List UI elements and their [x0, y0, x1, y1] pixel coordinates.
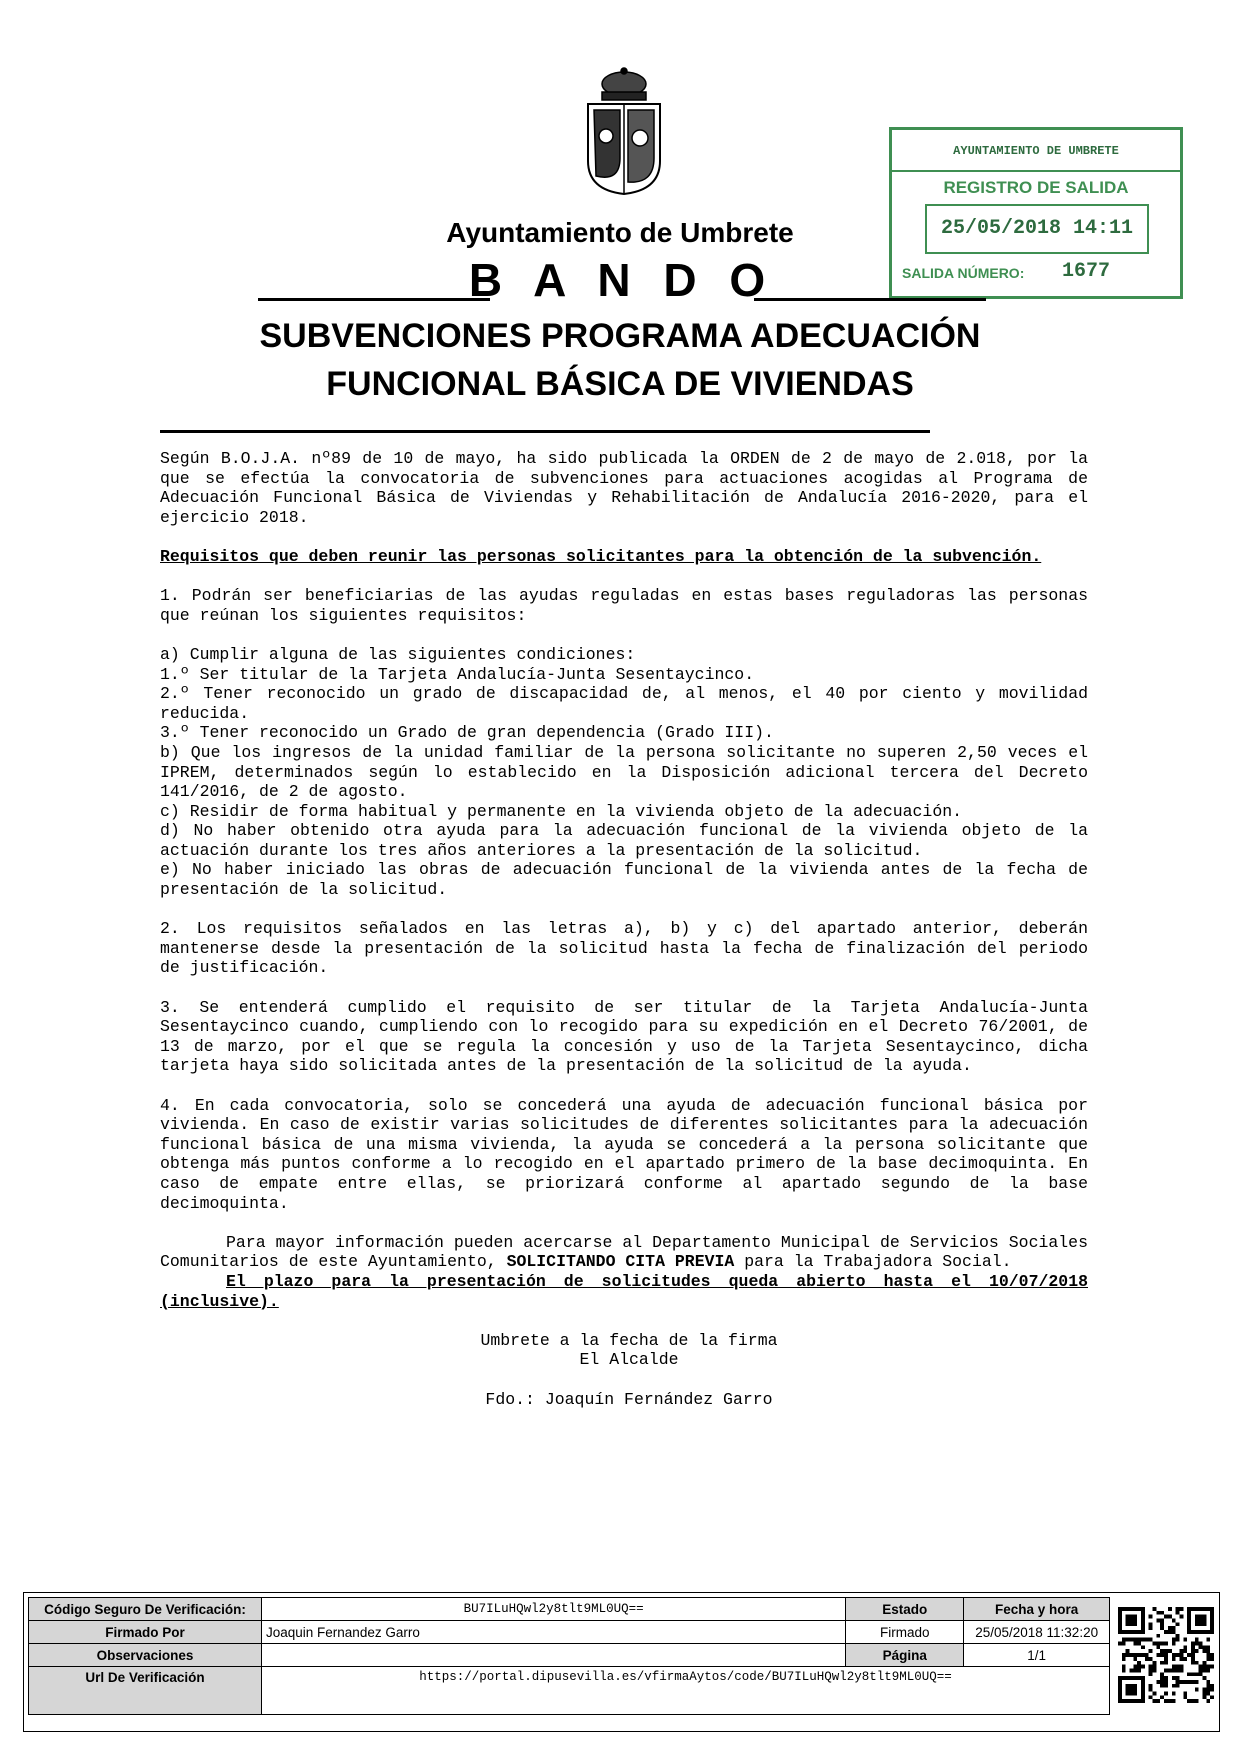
- signature-name: Fdo.: Joaquín Fernández Garro: [485, 1389, 773, 1409]
- condition-line: b) Que los ingresos de la unidad familiar de la persona solicitante no superen 2,50 veces el IPREM, determinados según lo establecido en la Disposición adicional tercera del Decreto 141/2016, de 2 de agosto.: [160, 742, 1088, 802]
- info-paragraph: [160, 1233, 1088, 1272]
- condition-line: a) Cumplir alguna de las siguientes condiciones:: [160, 644, 636, 664]
- requirement-4: 4. En cada convocatoria, solo se concederá una ayuda de adecuación funcional básica por vivienda. En caso de existir varias solicitudes de diferentes solicitantes para la adecuación funcional básica de una misma vivienda, la ayuda se concederá a la persona solicitante que obtenga más puntos conforme a lo recogido en el apartado primero de la base decimoquinta. En caso de empate entre ellas, se priorizará conforme al apartado segundo de la base decimoquinta.: [160, 1095, 1088, 1213]
- estado-label: Estado: [846, 1598, 964, 1621]
- requirements-heading: [160, 547, 1088, 567]
- condition-line: e) No haber iniciado las obras de adecuación funcional de la vivienda antes de la fecha de presentación de la solicitud.: [160, 860, 1088, 900]
- requirement-2: 2. Los requisitos señalados en las letras a), b) y c) del apartado anterior, deberán mantenerse desde la presentación de la solicitud hasta la fecha de finalización del periodo de justificación.: [160, 919, 1088, 978]
- condition-line: 3.º Tener reconocido un Grado de gran dependencia (Grado III).: [160, 723, 774, 743]
- info-text-post: para la Trabajadora Social.: [734, 1252, 1012, 1272]
- firmado-por-label: Firmado Por: [29, 1621, 262, 1644]
- pagina-label: Página: [846, 1644, 964, 1667]
- verification-url-link[interactable]: https://portal.dipusevilla.es/vfirmaAytos/code/BU7ILuHQwl2y8tlt9ML0UQ==: [262, 1667, 1110, 1715]
- document-title: [160, 312, 1080, 408]
- stamp-number-label: SALIDA NÚMERO:: [902, 265, 1025, 281]
- signature-block: [170, 1331, 1088, 1409]
- requirement-3: 3. Se entenderá cumplido el requisito de ser titular de la Tarjeta Andalucía-Junta Sesentaycinco cuando, cumpliendo con lo recogido para su expedición en el Decreto 76/2001, de 13 de marzo, por el que se regula la concesión y uso de la Tarjeta Sesentaycinco, dicha tarjeta haya sido solicitada antes de la presentación de la solicitud de la ayuda.: [160, 997, 1088, 1076]
- fecha-label: Fecha y hora: [964, 1598, 1110, 1621]
- organization-name: Ayuntamiento de Umbrete: [446, 217, 794, 248]
- condition-line: 2.º Tener reconocido un grado de discapacidad de, al menos, el 40 por ciento y movilidad reducida.: [160, 684, 1088, 723]
- requirement-1: 1. Podrán ser beneficiarias de las ayudas reguladas en estas bases reguladoras las personas que reúnan los siguientes requisitos:: [160, 586, 1088, 625]
- table-row: [29, 1644, 1110, 1667]
- requirements-heading-text: Requisitos que deben reunir las personas solicitantes para la obtención de la subvención.: [160, 546, 1042, 566]
- signature-role: El Alcalde: [579, 1350, 679, 1370]
- estado-value: Firmado: [846, 1621, 964, 1644]
- coat-of-arms-icon: [584, 66, 664, 196]
- stamp-divider: [892, 170, 1180, 172]
- observaciones-label: Observaciones: [29, 1644, 262, 1667]
- intro-paragraph: Según B.O.J.A. nº89 de 10 de mayo, ha sido publicada la ORDEN de 2 de mayo de 2.018, por la que se efectúa la convocatoria de subvenciones para actuaciones acogidas al Programa de Adecuación Funcional Básica de Viviendas y Rehabilitación de Andalucía 2016-2020, para el ejercicio 2018.: [160, 449, 1088, 527]
- requirement-conditions: [160, 645, 1088, 900]
- signature-place: Umbrete a la fecha de la firma: [480, 1330, 778, 1350]
- csv-value: BU7ILuHQwl2y8tlt9ML0UQ==: [262, 1598, 846, 1621]
- qr-code-icon: [1118, 1607, 1214, 1703]
- table-row: [29, 1598, 1110, 1621]
- bando-rule-right: [754, 298, 986, 301]
- signature-spacer: [170, 1370, 1088, 1390]
- table-row: [29, 1621, 1110, 1644]
- verification-footer: [23, 1592, 1220, 1732]
- condition-line: d) No haber obtenido otra ayuda para la adecuación funcional de la vivienda objeto de la actuación durante los tres años anteriores a la presentación de la solicitud.: [160, 821, 1088, 860]
- condition-line: c) Residir de forma habitual y permanente en la vivienda objeto de la adecuación.: [160, 801, 963, 821]
- bando-title: B A N D O: [468, 254, 776, 306]
- verification-table: [28, 1597, 1110, 1715]
- condition-line: 1.º Ser titular de la Tarjeta Andalucía-Junta Sesentaycinco.: [160, 664, 755, 684]
- title-divider: [160, 430, 930, 433]
- info-text-pre: Para mayor información pueden acercarse al Departamento Municipal de Servicios Sociales Comunitarios de este Ayuntamiento,: [160, 1232, 1088, 1272]
- info-text-bold: SOLICITANDO CITA PREVIA: [506, 1252, 735, 1272]
- bando-heading: [258, 254, 986, 304]
- deadline-text: El plazo para la presentación de solicitudes queda abierto hasta el 10/07/2018 (inclusive).: [160, 1271, 1088, 1311]
- table-row: [29, 1667, 1110, 1715]
- document-body: [160, 449, 1088, 1409]
- url-label: Url De Verificación: [29, 1667, 262, 1715]
- csv-label: Código Seguro De Verificación:: [29, 1598, 262, 1621]
- document-title-line-2: FUNCIONAL BÁSICA DE VIVIENDAS: [326, 365, 914, 403]
- firmado-por-value: Joaquin Fernandez Garro: [262, 1621, 846, 1644]
- stamp-organization: AYUNTAMIENTO DE UMBRETE: [953, 144, 1119, 158]
- fecha-value: 25/05/2018 11:32:20: [964, 1621, 1110, 1644]
- stamp-number: 1677: [1062, 260, 1111, 283]
- pagina-value: 1/1: [964, 1644, 1110, 1667]
- stamp-datetime: 25/05/2018 14:11: [925, 204, 1149, 254]
- deadline-paragraph: [160, 1272, 1088, 1311]
- document-title-line-1: SUBVENCIONES PROGRAMA ADECUACIÓN: [259, 317, 981, 355]
- stamp-title: REGISTRO DE SALIDA: [943, 178, 1129, 197]
- observaciones-value: [262, 1644, 846, 1667]
